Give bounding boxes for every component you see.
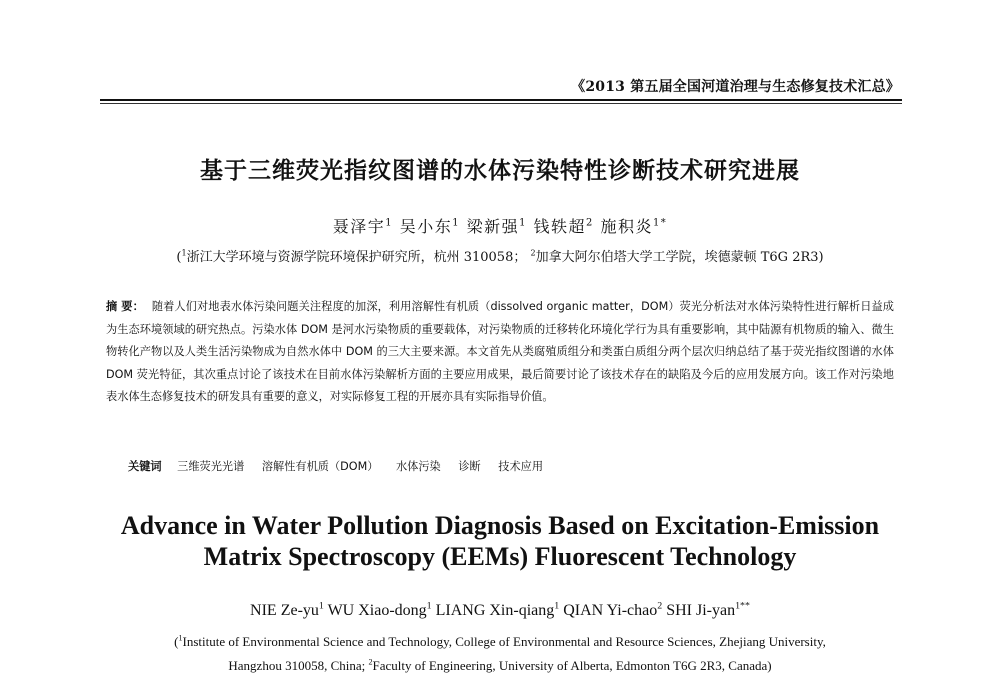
affil-en-line1 bbox=[0, 630, 1000, 654]
running-header: 《2013 第五届全国河道治理与生态修复技术汇总》 bbox=[571, 79, 900, 95]
author-en-affil: 1 bbox=[426, 600, 432, 612]
keyword: 溶解性有机质（DOM） bbox=[261, 460, 379, 473]
header-rule bbox=[100, 99, 902, 101]
author-en: LIANG Xin-qiang bbox=[435, 602, 555, 619]
keyword: 三维荧光光谱 bbox=[177, 460, 245, 473]
authors-english bbox=[0, 602, 1000, 620]
affil-cn-part2: 加拿大阿尔伯塔大学工学院，埃德蒙顿 T6G 2R3) bbox=[535, 250, 824, 265]
author-cn-affil: 1 bbox=[519, 217, 527, 229]
author-cn: 钱轶超 bbox=[533, 217, 587, 236]
author-en: SHI Ji-yan bbox=[666, 602, 736, 619]
abstract-label: 摘 要： bbox=[106, 300, 144, 313]
author-en-affil: 1 bbox=[318, 600, 324, 612]
affil-cn-open: ( bbox=[176, 250, 182, 265]
author-cn: 梁新强 bbox=[466, 217, 520, 236]
affiliation-chinese bbox=[0, 246, 1000, 265]
title-english bbox=[0, 510, 1000, 572]
header-rule-thin bbox=[100, 103, 902, 104]
keywords-label: 关键词 bbox=[128, 460, 162, 473]
author-en: WU Xiao-dong bbox=[327, 602, 427, 619]
author-cn-affil: 2 bbox=[586, 217, 594, 229]
keywords-chinese bbox=[128, 458, 557, 474]
affil-cn-sup2: 2 bbox=[530, 248, 536, 258]
author-en-affil: 1** bbox=[735, 600, 750, 612]
affil-en-sup2: 2 bbox=[368, 657, 373, 667]
author-cn-affil: 1* bbox=[652, 217, 668, 229]
author-cn: 聂泽宇 bbox=[332, 217, 386, 236]
affil-en-line2 bbox=[0, 654, 1000, 678]
keyword: 诊断 bbox=[458, 460, 481, 473]
abstract-text: 随着人们对地表水体污染问题关注程度的加深，利用溶解性有机质（dissolved organic matter，DOM）荧光分析法对水体污染特性进行解析日益成为生态环境领域的研究热点。污染水体 DOM 是河水污染物质的重要载体，对污染物质的迁移转化环境化学行为具有重要影响，其中陆源有机物质的输入、微生物转化产物以及人类生活污染物成为自然水体中 DOM 的三大主要来源。本文首先从类腐殖质组分和类蛋白质组分两个层次归纳总结了基于荧光指纹图谱的水体 DOM 荧光特征，其次重点讨论了该技术在目前水体污染解析方面的主要应用成果，最后简要讨论了该技术存在的缺陷及今后的应用发展方向。该工作对污染地表水体生态修复技术的研发具有重要的意义，对实际修复工程的开展亦具有实际指导价值。 bbox=[106, 300, 894, 403]
author-cn: 施积炎 bbox=[600, 217, 653, 236]
affil-cn-part1: 浙江大学环境与资源学院环境保护研究所，杭州 310058； bbox=[186, 250, 527, 265]
author-en-affil: 2 bbox=[657, 600, 663, 612]
author-cn: 吴小东 bbox=[399, 217, 453, 236]
title-english-line1: Advance in Water Pollution Diagnosis Based on Excitation-Emission bbox=[120, 511, 880, 540]
affiliation-english bbox=[0, 630, 1000, 678]
affil-en-line2-a: Hangzhou 310058, China; bbox=[228, 658, 369, 673]
abstract-chinese bbox=[106, 296, 894, 409]
author-en: NIE Ze-yu bbox=[250, 602, 319, 619]
affil-en-sup1: 1 bbox=[178, 633, 183, 643]
author-en-affil: 1 bbox=[554, 600, 560, 612]
keyword: 技术应用 bbox=[498, 460, 544, 473]
affil-cn-sup1: 1 bbox=[181, 248, 187, 258]
keyword: 水体污染 bbox=[395, 460, 441, 473]
affil-en-line2-b: Faculty of Engineering, University of Alberta, Edmonton T6G 2R3, Canada) bbox=[372, 658, 772, 673]
title-english-line2: Matrix Spectroscopy (EEMs) Fluorescent Technology bbox=[203, 542, 797, 571]
author-cn-affil: 1 bbox=[385, 217, 394, 229]
affil-en-line1-text: Institute of Environmental Science and Technology, College of Environmental and Resource Sciences, Zhejiang University, bbox=[182, 634, 826, 649]
author-cn-affil: 1 bbox=[452, 217, 461, 229]
authors-chinese bbox=[0, 214, 1000, 237]
title-chinese: 基于三维荧光指纹图谱的水体污染特性诊断技术研究进展 bbox=[200, 158, 800, 184]
author-en: QIAN Yi-chao bbox=[563, 602, 658, 619]
affil-en-open: ( bbox=[174, 634, 179, 649]
